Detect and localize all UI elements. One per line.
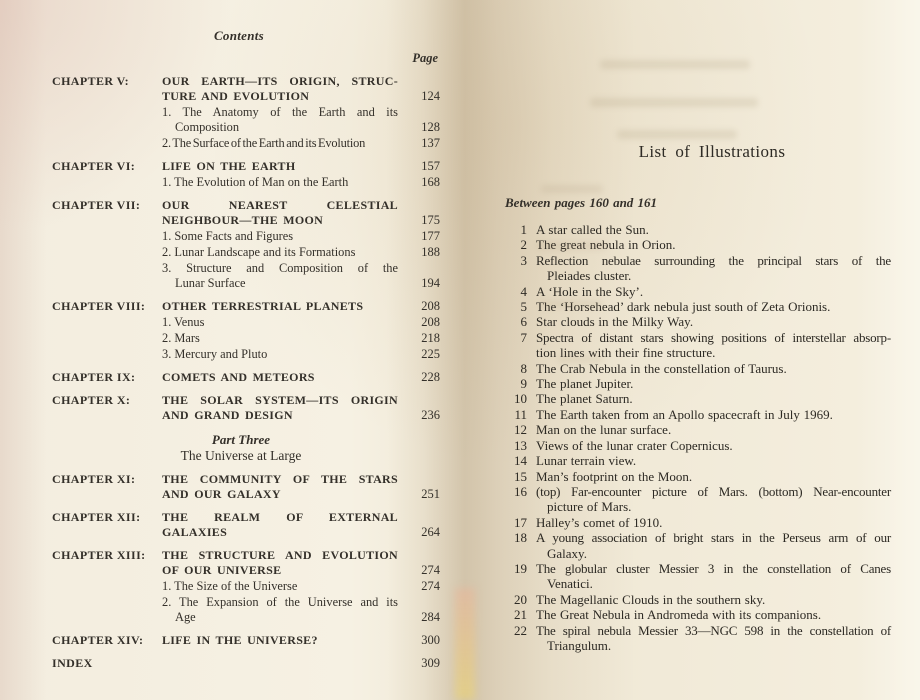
illustration-item <box>505 314 891 329</box>
illustration-item <box>505 391 891 406</box>
toc-row <box>52 105 440 135</box>
page-showthrough <box>617 130 737 139</box>
chapter-label: CHAPTER XII: <box>52 510 141 524</box>
entry-line: COMETS AND METEORS <box>162 370 315 384</box>
page-number: 137 <box>421 136 440 150</box>
item-line: The Magellanic Clouds in the southern sky. <box>536 591 766 607</box>
entry-line: Lunar Surface <box>175 276 246 290</box>
item-number: 14 <box>514 453 527 469</box>
illustration-item <box>505 561 891 592</box>
item-number: 9 <box>520 376 527 392</box>
item-line: The planet Jupiter. <box>536 376 634 392</box>
entry-line: 1. Venus <box>162 315 205 329</box>
toc-row <box>52 315 440 330</box>
toc-row <box>52 633 440 648</box>
entry-line: 1. Some Facts and Figures <box>162 229 294 243</box>
entry-title <box>162 510 398 540</box>
page-number: 274 <box>421 563 440 577</box>
item-text <box>536 422 891 437</box>
entry-line: OTHER TERRESTRIAL PLANETS <box>162 299 364 313</box>
entry-title <box>162 595 398 625</box>
page-number: 284 <box>421 610 440 624</box>
entry-title <box>162 315 398 330</box>
item-line: The Crab Nebula in the constellation of Taurus. <box>536 360 787 376</box>
item-line: tion lines with their fine structure. <box>536 345 716 361</box>
toc-row <box>52 347 440 362</box>
item-number: 11 <box>514 406 527 422</box>
page-number: 274 <box>421 579 440 593</box>
entry-line: 1. The Evolution of Man on the Earth <box>162 175 349 189</box>
entry-line: 3. Mercury and Pluto <box>162 347 268 361</box>
toc-row <box>52 229 440 244</box>
item-line: A young association of bright stars in the Perseus arm of our <box>536 530 891 546</box>
item-text <box>536 484 891 515</box>
illustrations-heading: List of Illustrations <box>638 142 786 161</box>
entry-line: OUR NEAREST CELESTIAL <box>162 198 398 212</box>
entry-title <box>162 105 398 135</box>
toc-rows <box>52 74 440 671</box>
page-number: 128 <box>421 120 440 134</box>
toc-row <box>52 299 440 314</box>
entry-line: 3. Structure and Composition of the <box>162 261 398 275</box>
item-number: 19 <box>514 560 527 576</box>
page-number: 168 <box>421 175 440 189</box>
item-line: Triangulum. <box>547 637 612 653</box>
item-line: Venatici. <box>547 576 593 592</box>
page-number: 228 <box>421 370 440 384</box>
page-number: 157 <box>421 159 440 173</box>
contents-heading: Contents <box>213 28 265 43</box>
entry-title <box>162 198 398 228</box>
entry-title <box>162 331 398 346</box>
page-number: 236 <box>421 408 440 422</box>
entry-line: LIFE IN THE UNIVERSE? <box>162 633 318 647</box>
item-text <box>536 222 891 237</box>
item-text <box>536 253 891 284</box>
entry-title <box>162 472 398 502</box>
illustration-item <box>505 422 891 437</box>
item-number: 17 <box>514 514 527 530</box>
page-showthrough <box>539 300 603 308</box>
toc-row <box>52 159 440 174</box>
illustration-item <box>505 253 891 284</box>
item-line: (top) Far-encounter picture of Mars. (bottom) Near-encounter <box>536 483 891 499</box>
toc-row <box>52 331 440 346</box>
entry-line: 2. The Surface of the Earth and its Evolution <box>162 136 366 150</box>
entry-line: 2. The Expansion of the Universe and its <box>162 595 398 609</box>
toc-row <box>52 198 440 228</box>
entry-title <box>162 579 398 594</box>
entry-title <box>162 229 398 244</box>
entry-line: OUR EARTH—ITS ORIGIN, STRUC- <box>162 74 398 88</box>
page-number: 300 <box>421 633 440 647</box>
item-number: 15 <box>514 468 527 484</box>
item-text <box>536 607 891 622</box>
item-number: 22 <box>514 622 527 638</box>
item-text <box>536 391 891 406</box>
item-number: 5 <box>520 299 527 315</box>
entry-line: Composition <box>175 120 240 134</box>
page-showthrough <box>600 60 750 69</box>
item-line: The spiral nebula Messier 33—NGC 598 in the constellation of <box>536 622 891 638</box>
entry-line: THE REALM OF EXTERNAL <box>162 510 398 524</box>
entry-line: LIFE ON THE EARTH <box>162 159 296 173</box>
item-text <box>536 561 891 592</box>
page-number: 218 <box>421 331 440 345</box>
item-line: Reflection nebulae surrounding the principal stars of the <box>536 252 891 268</box>
illustration-list <box>505 222 891 653</box>
item-line: The great nebula in Orion. <box>536 237 676 253</box>
part-title: The Universe at Large <box>180 448 302 463</box>
entry-line: THE STRUCTURE AND EVOLUTION <box>162 548 398 562</box>
item-line: Star clouds in the Milky Way. <box>536 314 694 330</box>
toc-row <box>52 472 440 502</box>
item-line: Man on the lunar surface. <box>536 422 672 438</box>
entry-title <box>162 74 398 104</box>
chapter-label: CHAPTER IX: <box>52 370 136 384</box>
item-line: The ‘Horsehead’ dark nebula just south of Zeta Orionis. <box>536 299 831 315</box>
page-number: 208 <box>421 315 440 329</box>
entry-line: AND OUR GALAXY <box>162 487 281 501</box>
illustration-item <box>505 376 891 391</box>
entry-line: NEIGHBOUR—THE MOON <box>162 213 324 227</box>
illustration-item <box>505 222 891 237</box>
item-line: Galaxy. <box>547 545 587 561</box>
entry-title <box>162 393 398 423</box>
item-line: Pleiades cluster. <box>547 268 632 284</box>
item-text <box>536 407 891 422</box>
page-showthrough <box>590 98 758 107</box>
item-number: 20 <box>514 591 527 607</box>
illustration-item <box>505 623 891 654</box>
part-divider <box>52 432 440 464</box>
illustration-item <box>505 592 891 607</box>
item-number: 4 <box>520 283 527 299</box>
page-number: 177 <box>421 229 440 243</box>
item-number: 3 <box>520 252 527 268</box>
entry-title <box>162 633 398 648</box>
illustration-item <box>505 407 891 422</box>
chapter-label: CHAPTER VIII: <box>52 299 146 313</box>
chapter-label: CHAPTER XIII: <box>52 548 146 562</box>
entry-line: 2. Mars <box>162 331 200 345</box>
toc-row <box>52 245 440 260</box>
item-text <box>536 469 891 484</box>
page-number: 124 <box>421 89 440 103</box>
chapter-label: CHAPTER X: <box>52 393 131 407</box>
item-number: 6 <box>520 314 527 330</box>
illustration-item <box>505 484 891 515</box>
page-number: 194 <box>421 276 440 290</box>
entry-title <box>162 136 398 151</box>
chapter-label: CHAPTER XI: <box>52 472 136 486</box>
item-number: 7 <box>520 329 527 345</box>
item-line: picture of Mars. <box>547 499 632 515</box>
item-line: The Earth taken from an Apollo spacecraft in July 1969. <box>536 406 833 422</box>
page-showthrough <box>557 355 603 363</box>
illustration-item <box>505 453 891 468</box>
item-number: 16 <box>514 483 527 499</box>
page-showthrough <box>541 185 603 193</box>
chapter-label: CHAPTER V: <box>52 74 130 88</box>
illustration-item <box>505 284 891 299</box>
item-line: Views of the lunar crater Copernicus. <box>536 437 733 453</box>
entry-title <box>162 299 398 314</box>
item-text <box>536 515 891 530</box>
illustrations-page <box>505 0 891 700</box>
toc-row <box>52 548 440 578</box>
toc-row <box>52 656 440 671</box>
illustration-item <box>505 515 891 530</box>
page-column-label: Page <box>412 51 438 65</box>
contents-page <box>52 0 440 700</box>
item-line: Halley’s comet of 1910. <box>536 514 663 530</box>
entry-line: GALAXIES <box>162 525 228 539</box>
toc-row <box>52 74 440 104</box>
item-text <box>536 376 891 391</box>
item-text <box>536 453 891 468</box>
item-number: 13 <box>514 437 527 453</box>
section-note: Between pages 160 and 161 <box>505 195 658 210</box>
entry-title <box>162 548 398 578</box>
item-text <box>536 530 891 561</box>
chapter-label: INDEX <box>52 656 93 670</box>
item-number: 18 <box>514 530 527 546</box>
entry-line: 1. The Anatomy of the Earth and its <box>162 105 398 119</box>
item-line: Spectra of distant stars showing positions of interstellar absorp- <box>536 329 891 345</box>
illustration-item <box>505 607 891 622</box>
illustration-item <box>505 469 891 484</box>
item-number: 12 <box>514 422 527 438</box>
item-text <box>536 284 891 299</box>
toc-row <box>52 136 440 151</box>
entry-title <box>162 159 398 174</box>
item-number: 21 <box>514 607 527 623</box>
item-line: The globular cluster Messier 3 in the constellation of Canes <box>536 560 891 576</box>
entry-line: 1. The Size of the Universe <box>162 579 298 593</box>
item-text <box>536 314 891 329</box>
toc-row <box>52 595 440 625</box>
item-text <box>536 592 891 607</box>
item-line: The planet Saturn. <box>536 391 633 407</box>
chapter-label: CHAPTER VI: <box>52 159 136 173</box>
entry-title <box>162 175 398 190</box>
page-number: 225 <box>421 347 440 361</box>
entry-line: THE SOLAR SYSTEM—ITS ORIGIN <box>162 393 398 407</box>
item-line: A ‘Hole in the Sky’. <box>536 283 644 299</box>
item-line: The Great Nebula in Andromeda with its companions. <box>536 607 822 623</box>
chapter-label: CHAPTER XIV: <box>52 633 144 647</box>
chapter-label: CHAPTER VII: <box>52 198 141 212</box>
item-number: 2 <box>520 237 527 253</box>
entry-line: OF OUR UNIVERSE <box>162 563 282 577</box>
toc-row <box>52 370 440 385</box>
item-text <box>536 438 891 453</box>
entry-title <box>162 370 398 385</box>
entry-line: THE COMMUNITY OF THE STARS <box>162 472 398 486</box>
entry-title <box>162 261 398 291</box>
entry-line: TURE AND EVOLUTION <box>162 89 310 103</box>
entry-title <box>162 245 398 260</box>
page-number: 188 <box>421 245 440 259</box>
item-line: Man’s footprint on the Moon. <box>536 468 693 484</box>
page-number: 264 <box>421 525 440 539</box>
toc-row <box>52 579 440 594</box>
page-number: 251 <box>421 487 440 501</box>
part-label: Part Three <box>211 432 271 447</box>
toc-row <box>52 175 440 190</box>
toc-row <box>52 393 440 423</box>
page-number: 309 <box>421 656 440 670</box>
item-number: 8 <box>520 360 527 376</box>
item-line: Lunar terrain view. <box>536 453 637 469</box>
page-showthrough <box>537 242 607 250</box>
entry-line: Age <box>175 610 196 624</box>
illustration-item <box>505 530 891 561</box>
page-number: 208 <box>421 299 440 313</box>
toc-row <box>52 261 440 291</box>
entry-line: AND GRAND DESIGN <box>162 408 293 422</box>
item-line: A star called the Sun. <box>536 222 649 237</box>
entry-line: 2. Lunar Landscape and its Formations <box>162 245 356 259</box>
item-number: 1 <box>520 222 527 237</box>
item-number: 10 <box>514 391 527 407</box>
page-number: 175 <box>421 213 440 227</box>
illustration-item <box>505 438 891 453</box>
entry-title <box>162 347 398 362</box>
toc-row <box>52 510 440 540</box>
gutter-stain <box>455 588 475 700</box>
item-text <box>536 623 891 654</box>
